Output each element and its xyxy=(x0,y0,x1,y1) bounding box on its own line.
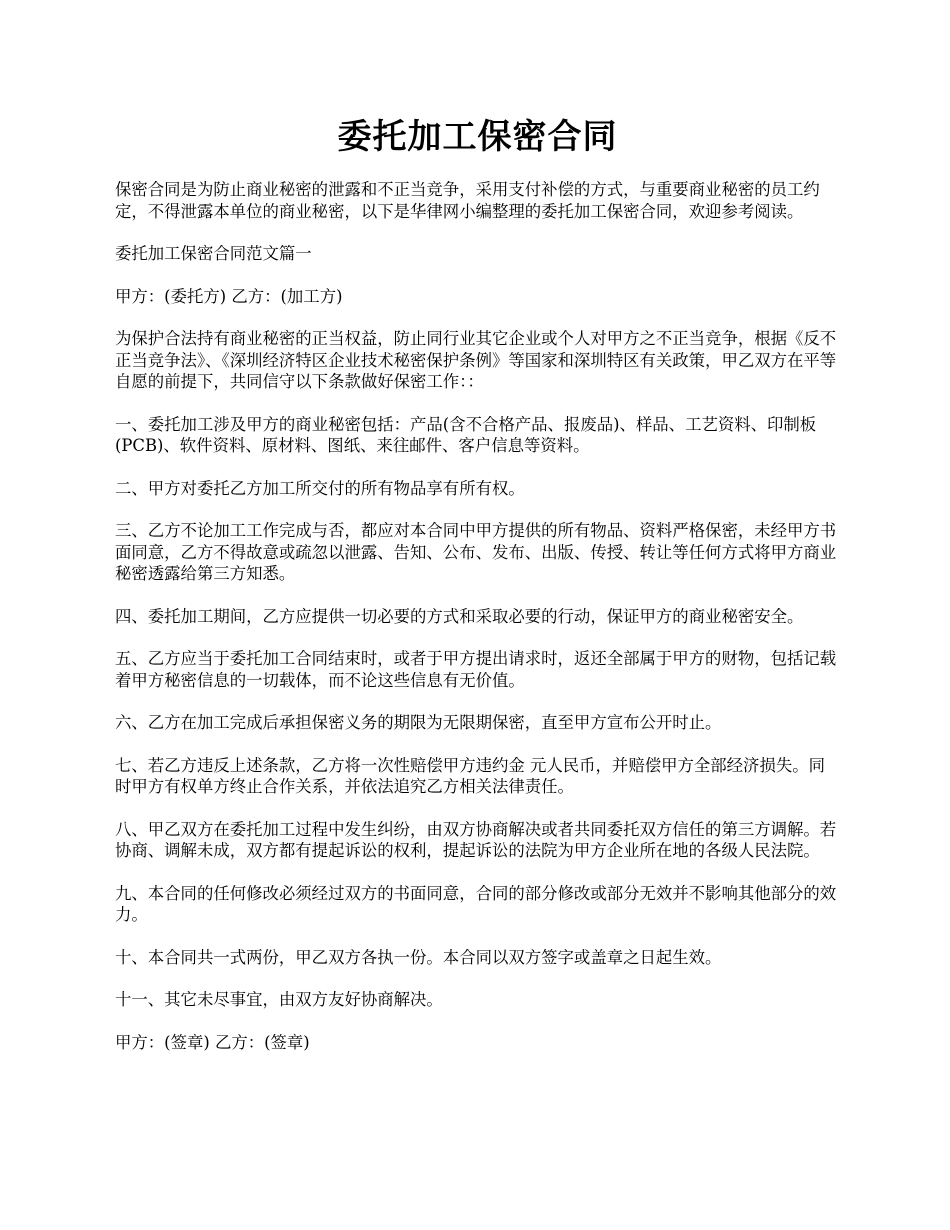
parties-line: 甲方：(委托方) 乙方：(加工方) xyxy=(115,286,343,306)
clause-2: 二、甲方对委托乙方加工所交付的所有物品享有所有权。 xyxy=(115,478,525,498)
signature-line: 甲方：(签章) 乙方：(签章) xyxy=(115,1032,310,1052)
document-title: 委托加工保密合同 xyxy=(337,117,618,157)
clause-5: 五、乙方应当于委托加工合同结束时，或者于甲方提出请求时，返还全部属于甲方的财物，包括记载着甲方秘密信息的一切载体，而不论这些信息有无价值。 xyxy=(115,649,837,690)
clause-3: 三、乙方不论加工工作完成与否，都应对本合同中甲方提供的所有物品、资料严格保密，未经甲方书面同意，乙方不得故意或疏忽以泄露、告知、公布、发布、出版、传授、转让等任何方式将甲方商业秘密透露给第三方知悉。 xyxy=(115,521,837,583)
clause-8: 八、甲乙双方在委托加工过程中发生纠纷，由双方协商解决或者共同委托双方信任的第三方调解。若协商、调解未成，双方都有提起诉讼的权利，提起诉讼的法院为甲方企业所在地的各级人民法院。 xyxy=(115,819,837,860)
clause-11: 十一、其它未尽事宜，由双方友好协商解决。 xyxy=(115,990,443,1009)
clause-10: 十、本合同共一式两份，甲乙双方各执一份。本合同以双方签字或盖章之日起生效。 xyxy=(115,947,722,967)
clause-6: 六、乙方在加工完成后承担保密义务的期限为无限期保密，直至甲方宣布公开时止。 xyxy=(115,713,722,732)
section-heading: 委托加工保密合同范文篇一 xyxy=(115,244,312,263)
clause-1: 一、委托加工涉及甲方的商业秘密包括：产品(含不合格产品、报废品)、样品、工艺资料、印制板(PCB)、软件资料、原材料、图纸、来往邮件、客户信息等资料。 xyxy=(115,414,817,455)
clause-4: 四、委托加工期间，乙方应提供一切必要的方式和采取必要的行动，保证甲方的商业秘密安全。 xyxy=(115,606,804,626)
intro-paragraph: 保密合同是为防止商业秘密的泄露和不正当竞争，采用支付补偿的方式，与重要商业秘密的员工约定，不得泄露本单位的商业秘密，以下是华律网小编整理的委托加工保密合同，欢迎参考阅读。 xyxy=(115,180,820,221)
preamble-paragraph: 为保护合法持有商业秘密的正当权益，防止同行业其它企业或个人对甲方之不正当竞争，根据《反不正当竞争法》、《深圳经济特区企业技术秘密保护条例》等国家和深圳特区有关政策，甲乙双方在平等自愿的前提下，共同信守以下条款做好保密工作：： xyxy=(115,329,837,391)
clause-9: 九、本合同的任何修改必须经过双方的书面同意，合同的部分修改或部分无效并不影响其他部分的效力。 xyxy=(115,883,837,924)
clause-7: 七、若乙方违反上述条款，乙方将一次性赔偿甲方违约金 元人民币，并赔偿甲方全部经济损失。同时甲方有权单方终止合作关系，并依法追究乙方相关法律责任。 xyxy=(115,755,826,796)
document-body xyxy=(115,179,840,1053)
